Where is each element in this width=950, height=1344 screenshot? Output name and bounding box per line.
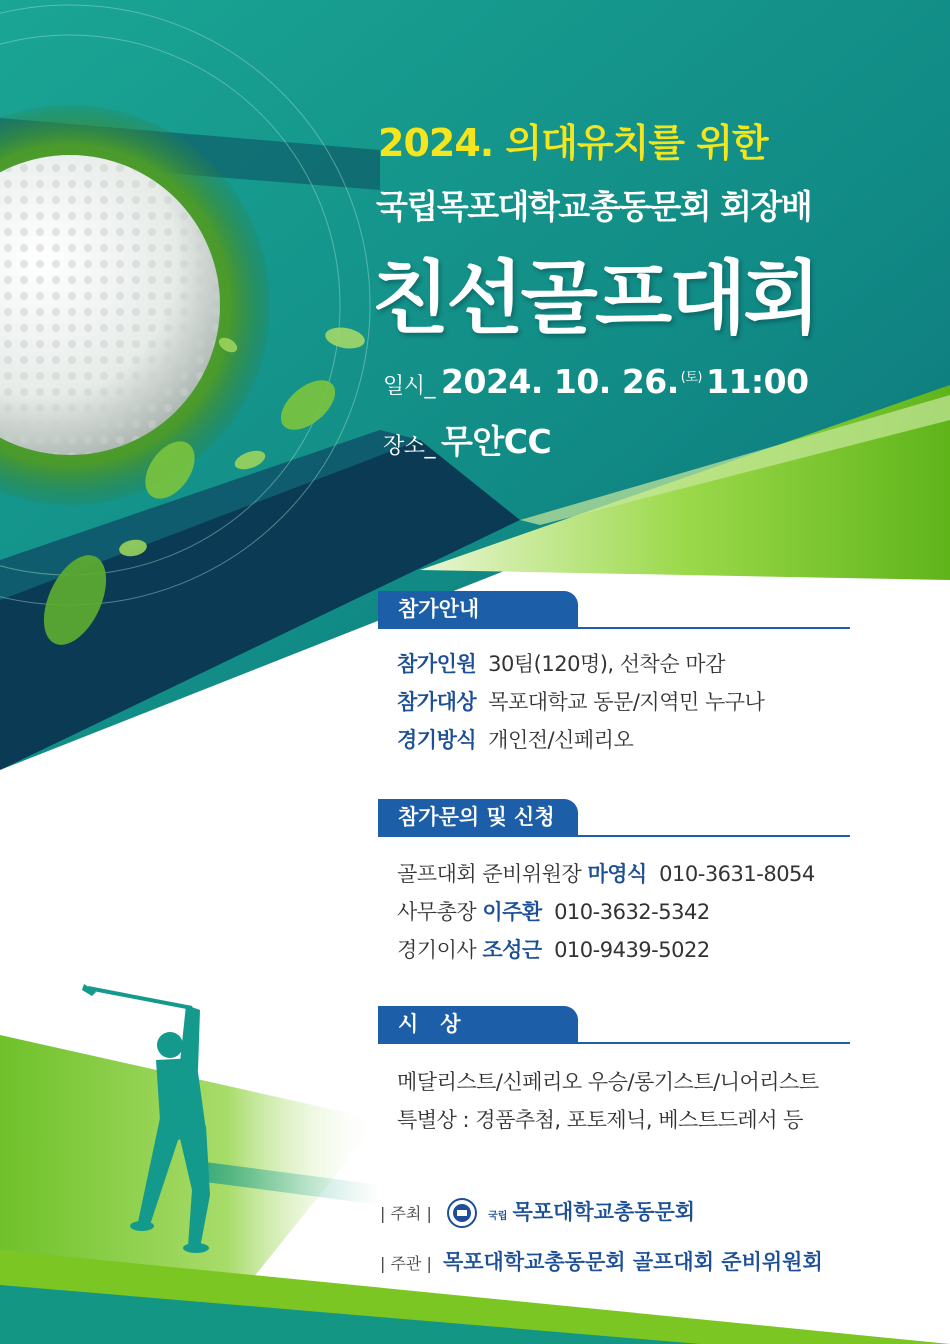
guide-item	[397, 686, 764, 716]
contact-name: 이주환	[482, 900, 542, 924]
place-label: 장소_	[383, 434, 436, 459]
organizer-label: | 주관 |	[380, 1254, 432, 1273]
event-place-row	[383, 416, 551, 463]
date-value: 2024. 10. 26.	[441, 362, 679, 401]
place-value: 무안CC	[441, 422, 552, 461]
awards-line: 특별상 : 경품추첨, 포토제닉, 베스트드레서 등	[397, 1108, 803, 1132]
host-name: 목포대학교총동문회	[512, 1200, 696, 1224]
contact-role: 골프대회 준비위원장	[397, 862, 582, 886]
guide-item-key: 경기방식	[397, 728, 477, 752]
contact-phone: 010-3631-8054	[659, 862, 815, 886]
organizer-row	[380, 1246, 823, 1276]
contact-role: 경기이사	[397, 938, 477, 962]
date-time: 11:00	[706, 362, 809, 401]
section-inquiry-title: 참가문의 및 신청	[378, 799, 578, 835]
organizer-name: 목포대학교총동문회 골프대회 준비위원회	[442, 1250, 823, 1274]
date-label: 일시_	[383, 374, 436, 399]
guide-item-key: 참가인원	[397, 652, 477, 676]
subtitle-line2: 국립목포대학교총동문회 회장배	[376, 187, 812, 226]
contact-phone: 010-3632-5342	[554, 900, 710, 924]
host-label: | 주최 |	[380, 1204, 432, 1223]
contact-row	[397, 896, 710, 926]
host-prefix: 국립	[488, 1211, 508, 1222]
guide-item	[397, 724, 633, 754]
contact-phone: 010-9439-5022	[554, 938, 710, 962]
contact-role: 사무총장	[397, 900, 477, 924]
section-guide-header	[378, 591, 850, 629]
main-title: 친선골프대회	[372, 252, 818, 345]
host-row	[380, 1196, 695, 1232]
contact-name: 마영식	[587, 862, 647, 886]
section-guide-title: 참가안내	[378, 591, 578, 627]
event-date-row	[383, 362, 809, 401]
guide-item-value: 30팀(120명), 선착순 마감	[488, 652, 725, 676]
guide-item-value: 개인전/신페리오	[488, 728, 634, 752]
contact-row	[397, 858, 815, 888]
alumni-emblem-icon	[447, 1198, 477, 1232]
guide-item	[397, 648, 725, 678]
contact-row	[397, 934, 710, 964]
contact-name: 조성근	[482, 938, 542, 962]
subtitle-line1: 2024. 의대유치를 위한	[378, 121, 768, 165]
guide-item-key: 참가대상	[397, 690, 477, 714]
section-inquiry-header	[378, 799, 850, 837]
awards-line: 메달리스트/신페리오 우승/롱기스트/니어리스트	[397, 1070, 819, 1094]
section-awards-title: 시 상	[378, 1006, 578, 1042]
guide-item-value: 목포대학교 동문/지역민 누구나	[488, 690, 765, 714]
section-awards-header	[378, 1006, 850, 1044]
date-weekday: (토)	[680, 370, 702, 385]
